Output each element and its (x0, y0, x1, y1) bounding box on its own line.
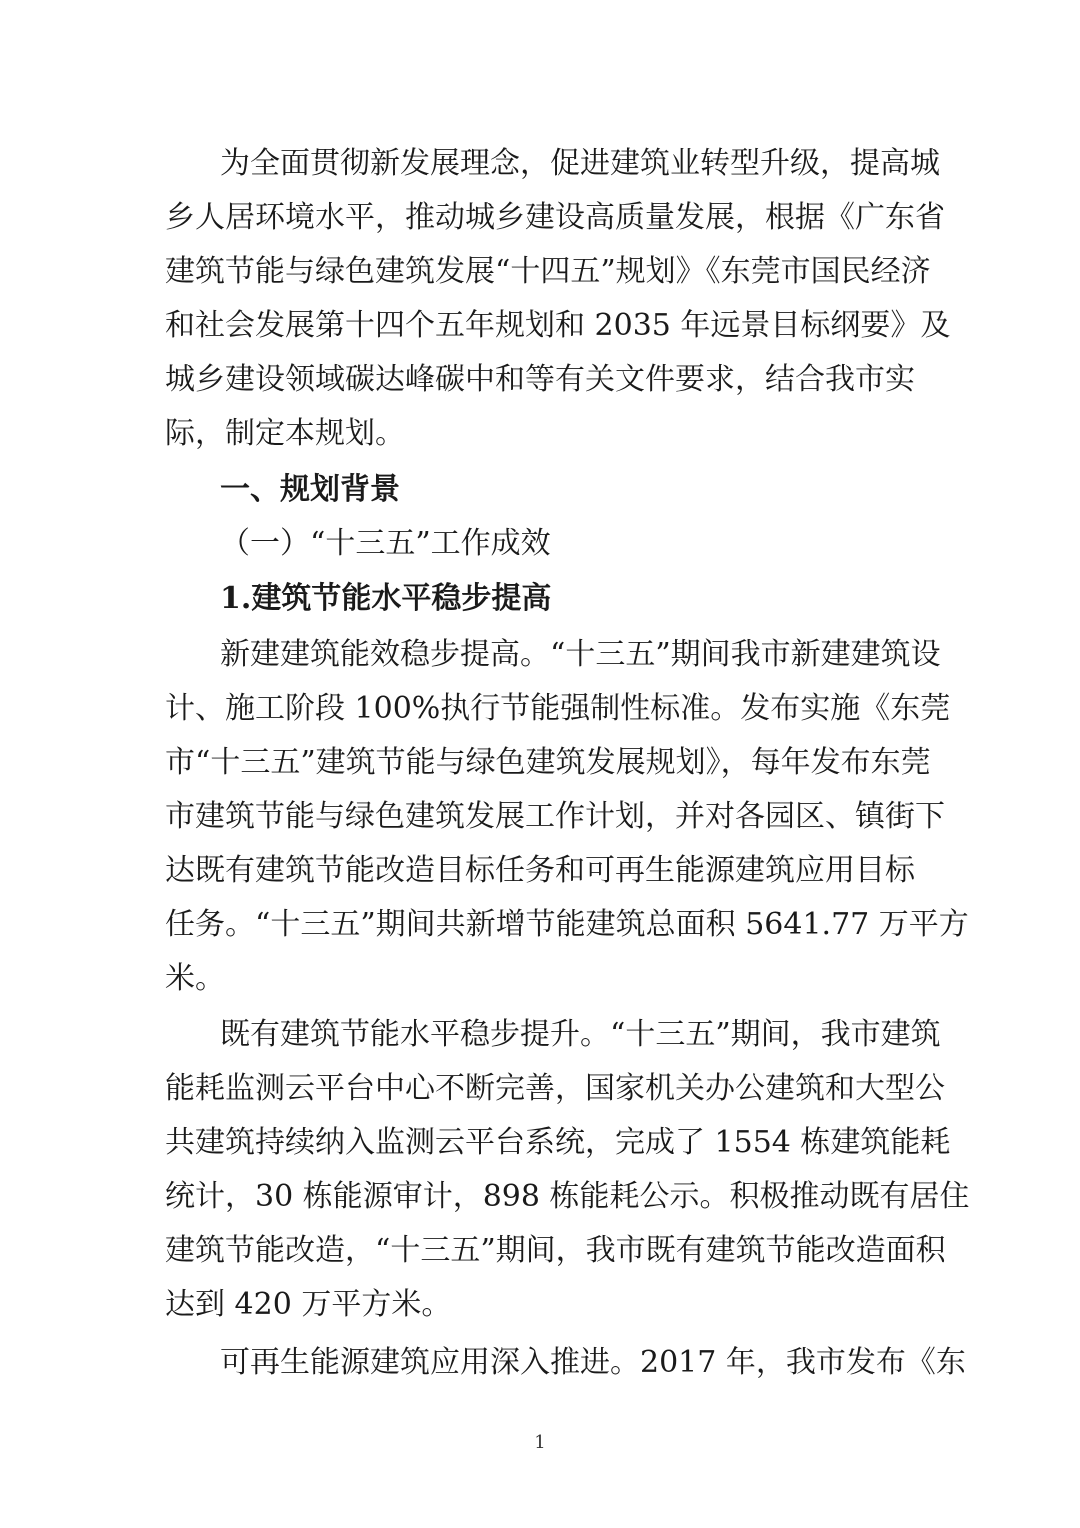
paragraph-2-line-6: 任务。“十三五”期间共新增节能建筑总面积 5641.77 万平方 (165, 907, 969, 942)
paragraph-3-line-4: 统计，30 栋能源审计，898 栋能耗公示。积极推动既有居住 (165, 1179, 970, 1214)
paragraph-1-line-1: 为全面贯彻新发展理念，促进建筑业转型升级，提高城 (220, 146, 940, 181)
paragraph-2-line-2: 计、施工阶段 100%执行节能强制性标准。发布实施《东莞 (165, 691, 951, 726)
paragraph-4-line-1: 可再生能源建筑应用深入推进。2017 年，我市发布《东 (220, 1345, 966, 1380)
paragraph-2-line-4: 市建筑节能与绿色建筑发展工作计划，并对各园区、镇街下 (165, 799, 945, 834)
paragraph-2-line-5: 达既有建筑节能改造目标任务和可再生能源建筑应用目标 (165, 853, 915, 888)
section-heading: 一、规划背景 (220, 472, 400, 507)
subsection-heading: （一）“十三五”工作成效 (220, 526, 551, 561)
paragraph-2-line-7: 米。 (165, 961, 225, 996)
item-heading: 1.建筑节能水平稳步提高 (220, 581, 552, 616)
paragraph-1-line-3: 建筑节能与绿色建筑发展“十四五”规划》《东莞市国民经济 (165, 254, 931, 289)
paragraph-3-line-6: 达到 420 万平方米。 (165, 1287, 452, 1322)
paragraph-1-line-5: 城乡建设领域碳达峰碳中和等有关文件要求，结合我市实 (165, 362, 915, 397)
paragraph-3-line-2: 能耗监测云平台中心不断完善，国家机关办公建筑和大型公 (165, 1071, 945, 1106)
paragraph-3-line-1: 既有建筑节能水平稳步提升。“十三五”期间，我市建筑 (220, 1017, 941, 1052)
paragraph-2-line-3: 市“十三五”建筑节能与绿色建筑发展规划》，每年发布东莞 (165, 745, 931, 780)
paragraph-1-line-2: 乡人居环境水平，推动城乡建设高质量发展，根据《广东省 (165, 200, 945, 235)
paragraph-3-line-5: 建筑节能改造，“十三五”期间，我市既有建筑节能改造面积 (165, 1233, 946, 1268)
paragraph-1-line-4: 和社会发展第十四个五年规划和 2035 年远景目标纲要》及 (165, 308, 951, 343)
paragraph-1-line-6: 际，制定本规划。 (165, 416, 405, 451)
paragraph-2-line-1: 新建建筑能效稳步提高。“十三五”期间我市新建建筑设 (220, 637, 941, 672)
paragraph-3-line-3: 共建筑持续纳入监测云平台系统，完成了 1554 栋建筑能耗 (165, 1125, 951, 1160)
page-number: 1 (534, 1432, 546, 1453)
